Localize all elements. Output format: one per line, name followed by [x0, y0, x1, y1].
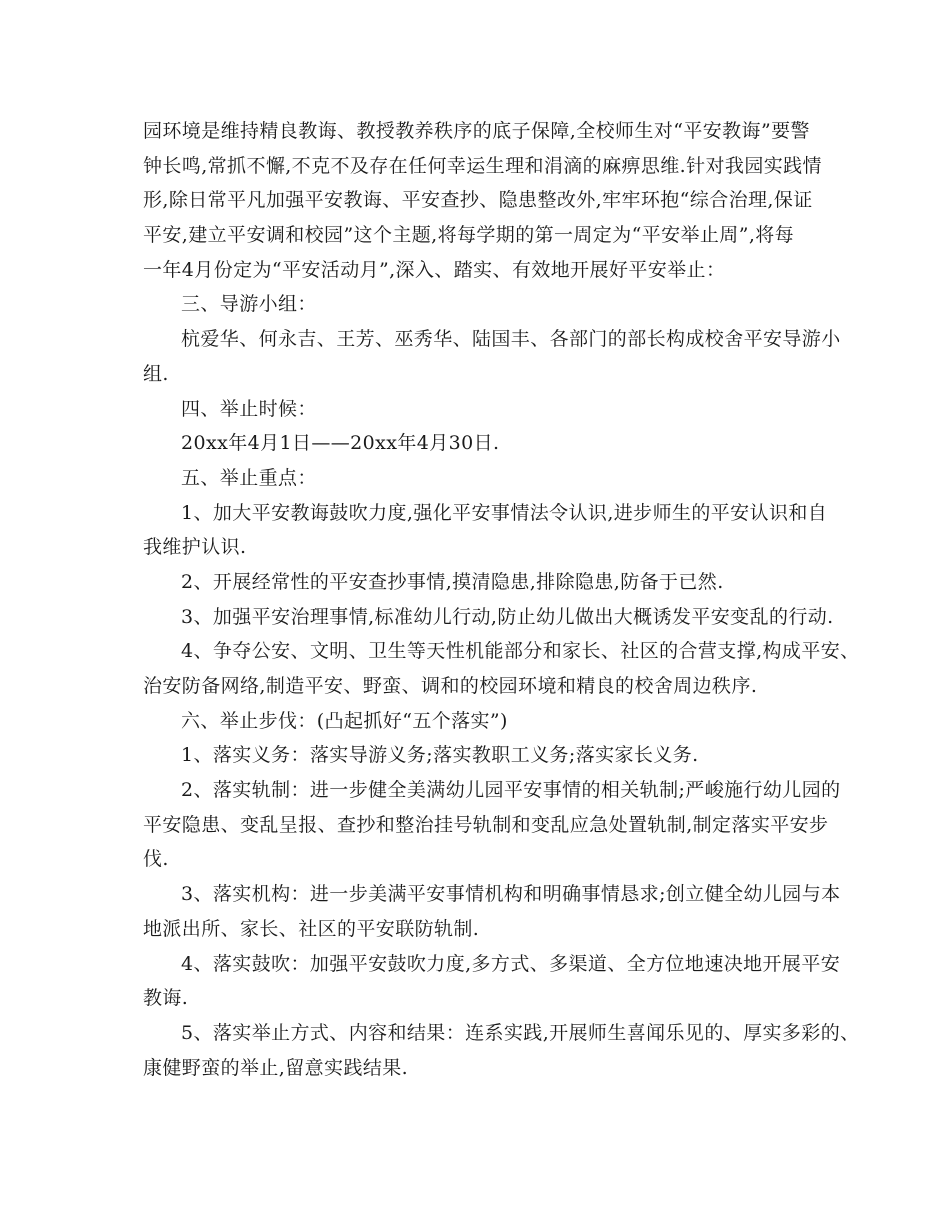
text-line: 平安,建立平安调和校园”这个主题,将每学期的第一周定为“平安举止周”,将每 — [143, 224, 795, 247]
text-line: 组. — [143, 362, 169, 385]
text-line: 3、落实机构：进一步美满平安事情机构和明确事情恳求;创立健全幼儿园与本 — [181, 883, 841, 906]
text-line: 园环境是维持精良教诲、教授教养秩序的底子保障,全校师生对“平安教诲”要警 — [143, 120, 810, 142]
text-line: 一年4月份定为“平安活动月”,深入、踏实、有效地开展好平安举止： — [143, 258, 726, 281]
text-line: 2、落实轨制：进一步健全美满幼儿园平安事情的相关轨制;严峻施行幼儿园的 — [181, 779, 841, 802]
text-line: 康健野蛮的举止,留意实践结果. — [143, 1056, 409, 1079]
document-body — [143, 114, 860, 1085]
text-line: 我维护认识. — [143, 536, 247, 559]
text-line: 1、落实义务：落实导游义务;落实教职工义务;落实家长义务. — [181, 744, 699, 767]
section-heading: 四、举止时候： — [181, 397, 317, 420]
text-line: 伐. — [143, 848, 169, 871]
text-line: 4、落实鼓吹：加强平安鼓吹力度,多方式、多渠道、全方位地速决地开展平安 — [181, 952, 841, 975]
text-line: 治安防备网络,制造平安、野蛮、调和的校园环境和精良的校舍周边秩序. — [143, 675, 758, 697]
text-line: 教诲. — [143, 987, 189, 1010]
text-line: 4、争夺公安、文明、卫生等天性机能部分和家长、社区的合营支撑,构成平安、 — [181, 640, 860, 663]
text-line: 形,除日常平凡加强平安教诲、平安查抄、隐患整改外,牢牢环抱“综合治理,保证 — [143, 189, 813, 212]
section-heading: 五、举止重点： — [181, 466, 317, 489]
text-line: 杭爱华、何永吉、王芳、巫秀华、陆国丰、各部门的部长构成校舍平安导游小 — [181, 328, 841, 351]
text-line: 钟长鸣,常抓不懈,不克不及存在任何幸运生理和涓滴的麻痹思维.针对我园实践情 — [143, 154, 822, 177]
text-line: 3、加强平安治理事情,标准幼儿行动,防止幼儿做出大概诱发平安变乱的行动. — [181, 605, 834, 628]
text-line: 平安隐患、变乱呈报、查抄和整治挂号轨制和变乱应急处置轨制,制定落实平安步 — [143, 813, 829, 836]
text-line: 1、加大平安教诲鼓吹力度,强化平安事情法令认识,进步师生的平安认识和自 — [181, 501, 828, 524]
section-heading: 三、导游小组： — [181, 293, 317, 316]
text-line: 2、开展经常性的平安查抄事情,摸清隐患,排除隐患,防备于已然. — [181, 570, 724, 593]
section-heading: 六、举止步伐：(凸起抓好“五个落实”) — [181, 709, 508, 732]
text-line: 地派出所、家长、社区的平安联防轨制. — [143, 917, 480, 940]
text-line: 20xx年4月1日——20xx年4月30日. — [181, 432, 500, 455]
text-line: 5、落实举止方式、内容和结果：连系实践,开展师生喜闻乐见的、厚实多彩的、 — [181, 1021, 860, 1044]
